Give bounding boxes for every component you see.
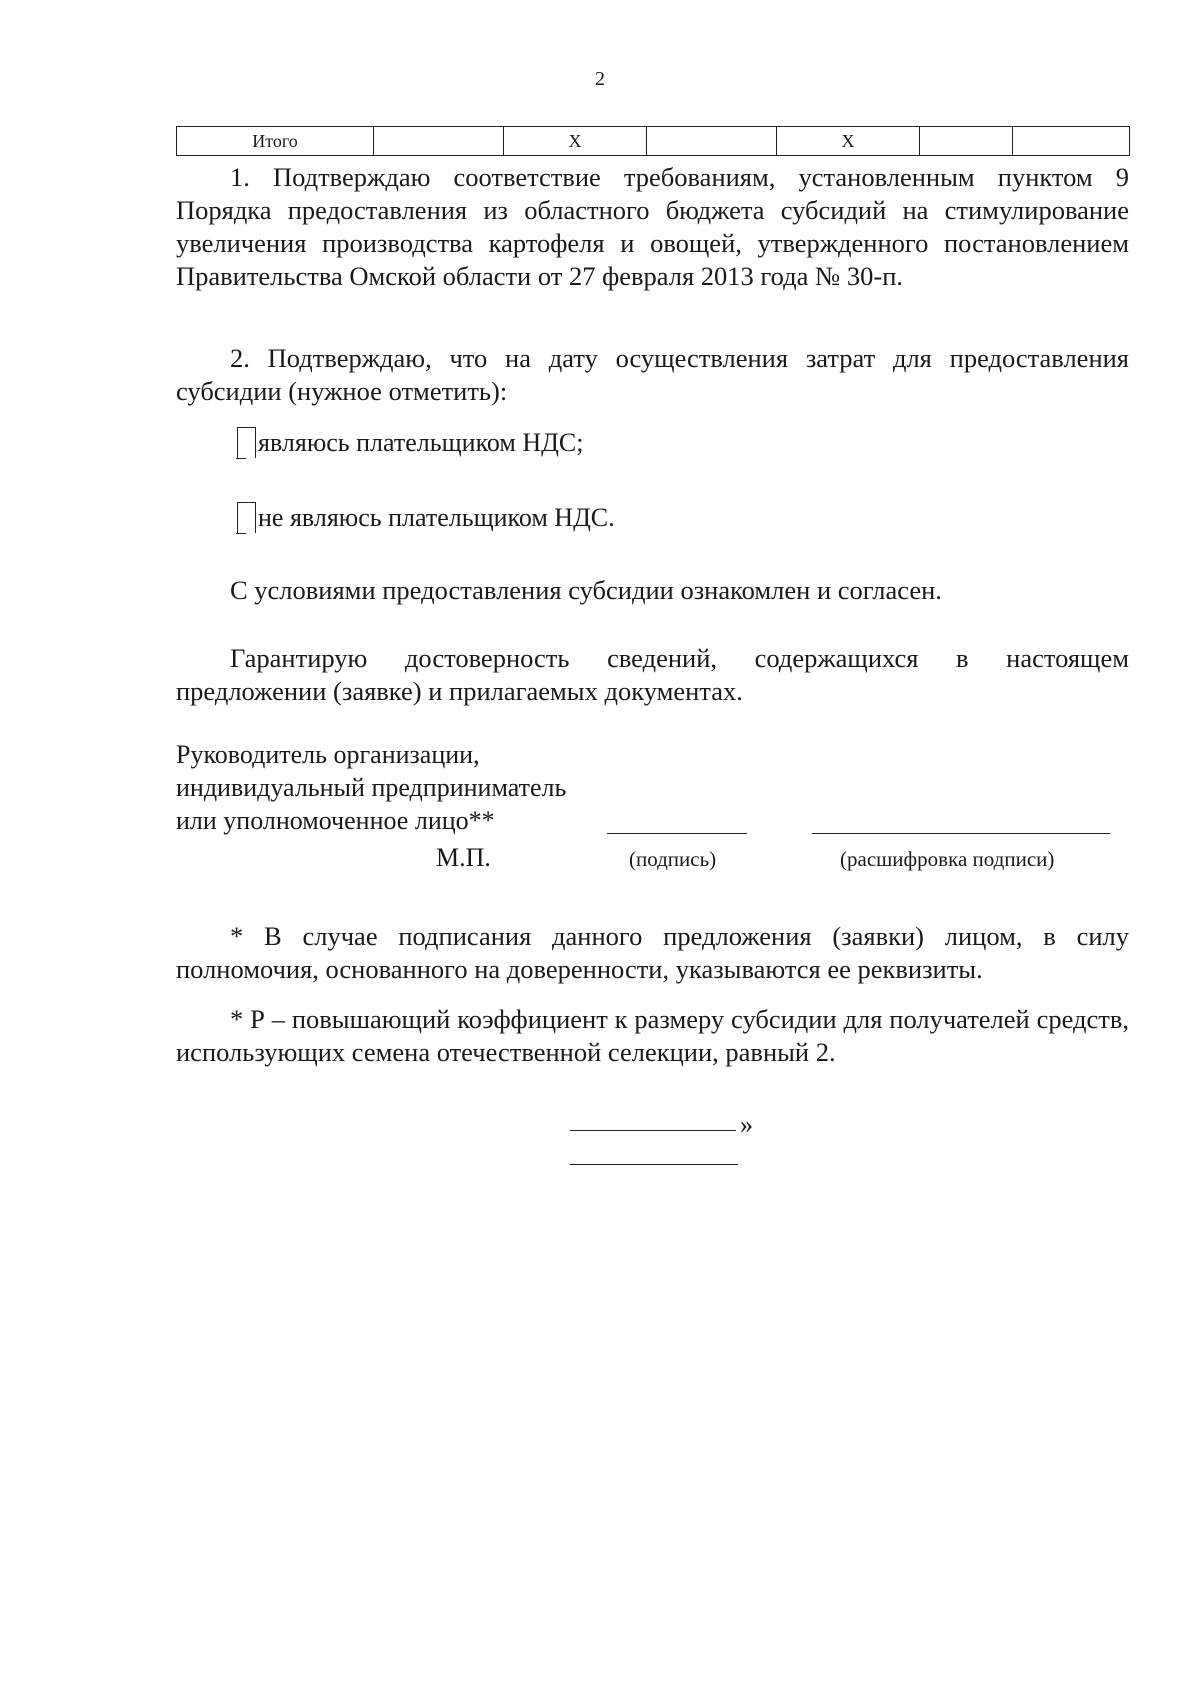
footnote-1: * В случае подписания данного предложения (заявки) лицом, в силу полномочия, основанного на доверенности, указываются ее реквизиты. — [176, 921, 1129, 984]
stamp-place: М.П. — [436, 843, 491, 872]
totals-cell — [374, 127, 504, 156]
closing-quote: » — [740, 1110, 753, 1139]
totals-cell: Х — [777, 127, 920, 156]
totals-row — [177, 127, 1130, 156]
confirmation-paragraph-1: 1. Подтверждаю соответствие требованиям, установленным пунктом 9 Порядка предоставления из областного бюджета субсидий на стимулирование увеличения производства картофеля и овощей, утвержденного постановлением Правительства Омской области от 27 февраля 2013 года № 30-п. — [176, 162, 1129, 291]
page-number: 2 — [595, 68, 605, 90]
totals-cell: Х — [504, 127, 647, 156]
vat-payer-label: являюсь плательщиком НДС; — [258, 428, 584, 457]
confirmation-paragraph-2: 2. Подтверждаю, что на дату осуществления затрат для предоставления субсидии (нужное отметить): — [176, 343, 1129, 406]
signature-caption: (подпись) — [629, 847, 717, 871]
closing-line-2 — [570, 1164, 738, 1165]
signer-line-2: индивидуальный предприниматель — [176, 773, 567, 802]
vat-non-payer-option[interactable] — [237, 502, 615, 533]
vat-payer-checkbox[interactable] — [237, 427, 256, 458]
totals-cell — [920, 127, 1013, 156]
signature-line — [607, 833, 747, 834]
totals-label: Итого — [177, 127, 374, 156]
closing-line-1 — [570, 1130, 736, 1131]
totals-cell — [1013, 127, 1130, 156]
vat-non-payer-checkbox[interactable] — [237, 502, 256, 533]
signer-line-1: Руководитель организации, — [176, 740, 480, 769]
footnote-2: * Р – повышающий коэффициент к размеру субсидии для получателей средств, использующих семена отечественной селекции, равный 2. — [176, 1004, 1129, 1067]
vat-non-payer-label: не являюсь плательщиком НДС. — [258, 503, 615, 532]
totals-table — [176, 126, 1130, 156]
signature-decoding-caption: (расшифровка подписи) — [840, 847, 1055, 871]
signer-line-3: или уполномоченное лицо** — [176, 806, 495, 835]
vat-payer-option[interactable] — [237, 427, 583, 458]
totals-cell — [647, 127, 777, 156]
guarantee-paragraph: Гарантирую достоверность сведений, содержащихся в настоящем предложении (заявке) и прилагаемых документах. — [176, 643, 1129, 706]
agreement-paragraph: С условиями предоставления субсидии ознакомлен и согласен. — [230, 575, 942, 605]
signature-decoding-line — [812, 833, 1110, 834]
